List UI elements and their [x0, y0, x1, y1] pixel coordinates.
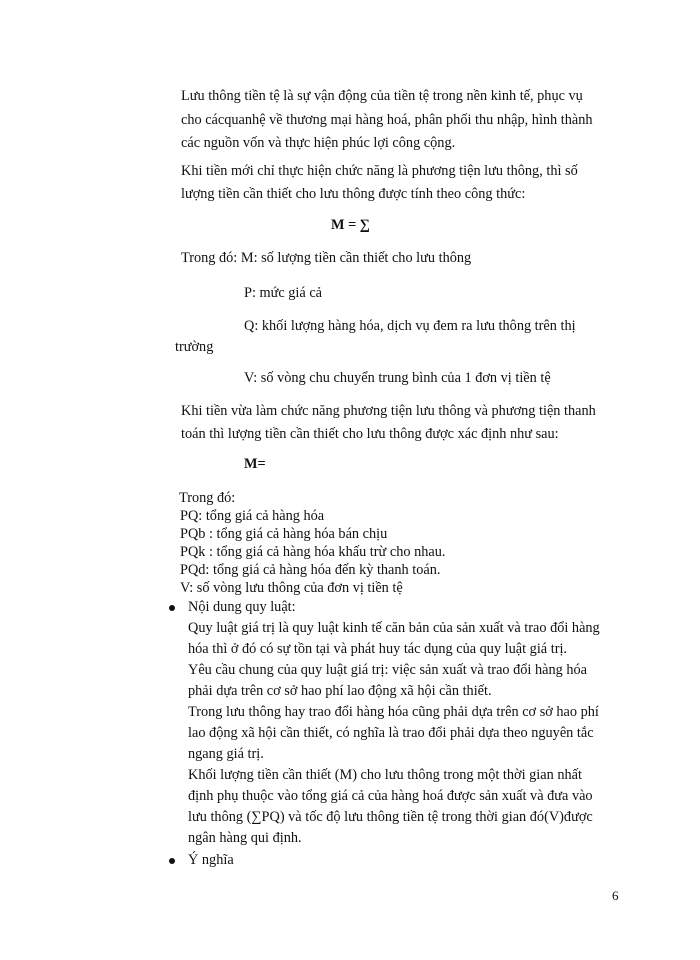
where2-v: V: số vòng lưu thông của đơn vị tiền tệ — [180, 580, 403, 596]
bullet-1-line-6: lao động xã hội cần thiết, có nghĩa là trao đổi phải dựa theo nguyên tắc — [188, 725, 594, 741]
bullet-2-label: Ý nghĩa — [188, 852, 234, 868]
para2-line-2: lượng tiền cần thiết cho lưu thông được tính theo công thức: — [181, 186, 526, 202]
bullet-1-line-1: Quy luật giá trị là quy luật kinh tế căn bản của sản xuất và trao đổi hàng — [188, 620, 600, 636]
bullet-1-label: Nội dung quy luật: — [188, 599, 296, 615]
where2-pqd: PQd: tổng giá cả hàng hóa đến kỳ thanh toán. — [180, 562, 441, 578]
bullet-1-line-3: Yêu cầu chung của quy luật giá trị: việc sản xuất và trao đổi hàng hóa — [188, 662, 587, 678]
where1-q: Q: khối lượng hàng hóa, dịch vụ đem ra lưu thông trên thị — [244, 318, 576, 334]
bullet-1-line-9: định phụ thuộc vào tổng giá cả của hàng hoá được sản xuất và đưa vào — [188, 788, 593, 804]
where1-q-cont: trường — [175, 339, 214, 355]
formula-1: M = ∑ — [331, 217, 370, 233]
bullet-1-line-11: ngân hàng qui định. — [188, 830, 302, 846]
bullet-1-line-7: ngang giá trị. — [188, 746, 264, 762]
bullet-1-line-5: Trong lưu thông hay trao đổi hàng hóa cũng phải dựa trên cơ sở hao phí — [188, 704, 599, 720]
para3-line-1: Khi tiền vừa làm chức năng phương tiện lưu thông và phương tiện thanh — [181, 403, 596, 419]
intro-line-3: các nguồn vốn và thực hiện phúc lợi công cộng. — [181, 135, 456, 151]
intro-line-1: Lưu thông tiền tệ là sự vận động của tiền tệ trong nền kinh tế, phục vụ — [181, 88, 583, 104]
where2-pq: PQ: tổng giá cả hàng hóa — [180, 508, 325, 524]
where1-p: P: mức giá cả — [244, 285, 323, 301]
intro-line-2: cho cácquanhệ về thương mại hàng hoá, phân phối thu nhập, hình thành — [181, 112, 593, 128]
where1-v: V: số vòng chu chuyển trung bình của 1 đơn vị tiền tệ — [244, 370, 551, 386]
bullet-1-icon — [169, 605, 175, 611]
para3-line-2: toán thì lượng tiền cần thiết cho lưu thông được xác định như sau: — [181, 426, 559, 442]
where2-pqb: PQb : tổng giá cả hàng hóa bán chịu — [180, 526, 388, 542]
bullet-1-line-10: lưu thông (∑PQ) và tốc độ lưu thông tiền tệ trong thời gian đó(V)được — [188, 809, 593, 825]
where1-m: Trong đó: M: số lượng tiền cần thiết cho lưu thông — [181, 250, 472, 266]
formula-2: M= — [244, 456, 266, 472]
where2-heading: Trong đó: — [179, 490, 236, 506]
bullet-1-line-2: hóa thì ở đó có sự tồn tại và phát huy tác dụng của quy luật giá trị. — [188, 641, 567, 657]
page-number: 6 — [612, 888, 619, 903]
bullet-1-line-8: Khối lượng tiền cần thiết (M) cho lưu thông trong một thời gian nhất — [188, 767, 582, 783]
where2-pqk: PQk : tổng giá cả hàng hóa khấu trừ cho nhau. — [180, 544, 446, 560]
para2-line-1: Khi tiền mới chỉ thực hiện chức năng là phương tiện lưu thông, thì số — [181, 163, 578, 179]
bullet-1-line-4: phải dựa trên cơ sở hao phí lao động xã hội cần thiết. — [188, 683, 492, 699]
bullet-2-icon — [169, 858, 175, 864]
